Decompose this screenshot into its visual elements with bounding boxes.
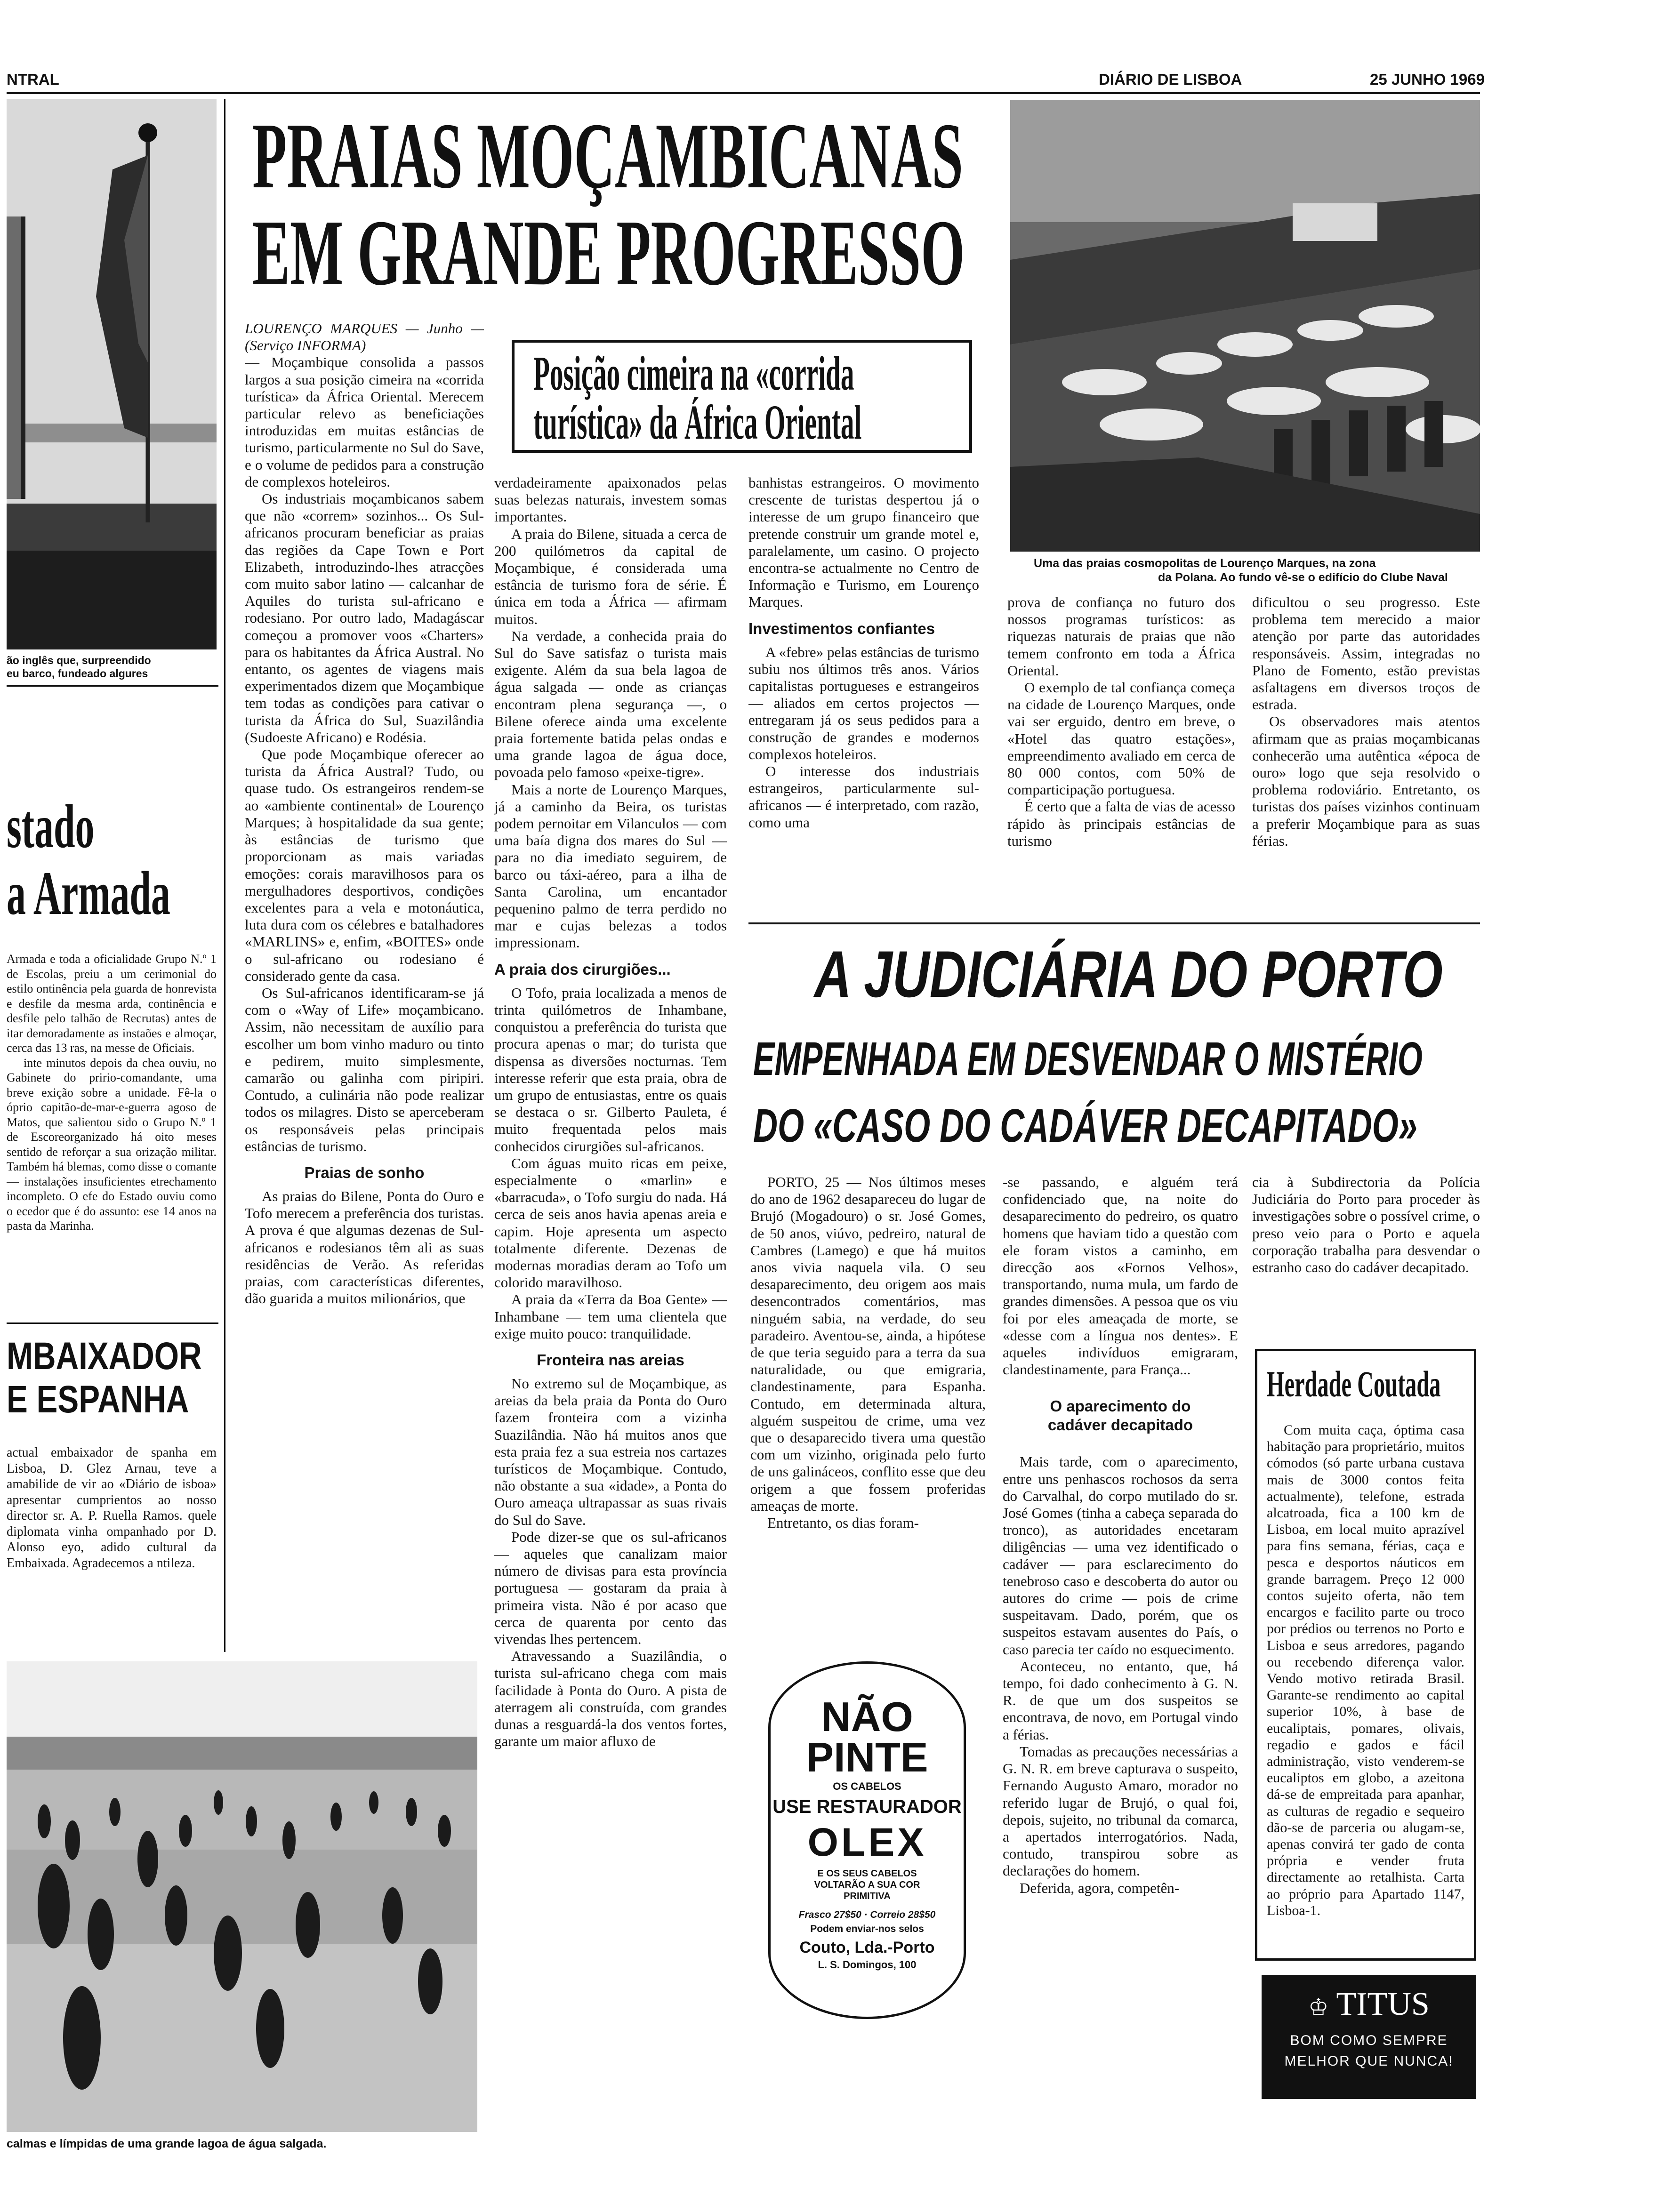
armada-paragraph: Armada e toda a oficialidade Grupo N.º 1 de Escolas, preiu a um cerimonial do estilo ontinência pela guarda de honrevista e desfile da mesma arda, continência e desfile pelo talhão de Recrutas) antes de itar demoradamente as instaões e almoçar, cerca das 13 ras, na messe de Oficiais. (7, 952, 217, 1055)
praias-paragraph: As praias do Bilene, Ponta do Ouro e Tofo merecem a preferência dos turistas. A prova é que algumas dezenas de Sul-africanos e rodesianos têm ali as suas residências de Verão. As referidas praias, com características diferentes, dão guarida a muitos milionários, que (245, 1187, 484, 1307)
armada-article (7, 952, 217, 1308)
praias-paragraph: Os industriais moçambicanos sabem que não «correm» sozinhos... Os Sul-africanos procuram beneficiar as praias das regiões da Cape Town e Port Elizabeth, introduzindo-lhes atracções com muito sabor latino — calcanhar de Aquiles do turista sul-africano e rodesiano. Por outro lado, Madagáscar começou a promover voos «Charters» para os habitantes da África Austral. No entanto, os agentes de viagens mais experimentados dizem que Moçambique tem todas as condições para cativar o turista da África do Sul, Suazilândia (Sudoeste Africano) e Rodésia. (245, 490, 484, 745)
herdade-title: Herdade Coutada (1267, 1363, 1441, 1404)
flag-photo-caption-1: ão inglês que, surpreendido (7, 654, 151, 666)
praias-subheading-sonho: Praias de sonho (304, 1163, 425, 1181)
praias-paragraph: A praia do Bilene, situada a cerca de 200 quilómetros da capital de Moçambique, é considerada uma estância de turismo fora de série. É única em toda a África — afirmam muitos. (494, 525, 727, 627)
praias-paragraph: No extremo sul de Moçambique, as areias da bela praia da Ponta do Ouro fazem fronteira com a vizinha Suazilândia. Não há muitos anos que esta praia fez a sua estreia nos cartazes turísticos de Moçambique. Contudo, não obstante a sua «idade», a Ponta do Ouro ameaça ultrapassar as suas rivais do Sul do Save. (494, 1375, 727, 1528)
judiciaria-paragraph: Mais tarde, com o aparecimento, entre uns penhascos rochosos da serra do Carvalhal, do corpo mutilado do sr. José Gomes (tinha a cabeça separada do tronco), as autoridades encetaram diligências — uma vez identificado o cadáver — para esclarecimento do tenebroso caso e descoberta do autor ou autores do crime — pois de crime suspeitavam. Dado, porém, que os suspeitos estavam ausentes do País, o caso parecia ter caído no esquecimento. (1003, 1453, 1238, 1658)
beach-illustration (7, 1661, 477, 2132)
praias-bottom-rule (748, 922, 1480, 924)
judiciaria-column-1 (750, 1174, 986, 1611)
praias-paragraph: Na verdade, a conhecida praia do Sul do Save satisfaz o turista mais exigente. Além da sua bela lagoa de água salgada — onde as crianças encontram plena segurança —, o Bilene oferece ainda uma excelente praia fortemente batida pelas ondas e uma grande lagoa de água doce, povoada pelo famoso «peixe-tigre». (494, 627, 727, 781)
olex-line-1: NÃO (821, 1693, 913, 1740)
praias-paragraph: Que pode Moçambique oferecer ao turista da África Austral? Tudo, ou quase tudo. Os estrangeiros rendem-se ao «ambiente continental» de Lourenço Marques; à hospitalidade da sua gente; às estâncias de turismo que proporcionam as mais variadas emoções: corais maravilhosos para os mergulhadores desportivos, condições excelentes para a vela e motonáutica, luta dura com os célebres e batalhadores «MARLINS» e, enfim, «BOITES» onde o sul-africano ou rodesiano é considerado gente da casa. (245, 746, 484, 984)
praias-dateline: LOURENÇO MARQUES — Junho — (Serviço INFORMA) (245, 320, 484, 354)
flag-photo-caption-2: eu barco, fundeado algures (7, 667, 148, 680)
judiciaria-paragraph: Deferida, agora, competên- (1020, 1879, 1180, 1896)
issue-date: 25 JUNHO 1969 (1370, 71, 1485, 88)
olex-line-7: Frasco 27$50 · Correio 28$50 (798, 1909, 936, 1920)
praias-paragraph: O Tofo, praia localizada a menos de trinta quilómetros de Inhambane, conquistou a preferência do turista que procura apenas o mar; do turista que dispensa as diversões nocturnas. Tem interesse referir que esta praia, obra de um grupo de entusiastas, entre os quais se destaca o sr. Gilberto Pauleta, é muito frequentada pelos mais conhecidos cirurgiões sul-africanos. (494, 984, 727, 1154)
praias-paragraph: banhistas estrangeiros. O movimento crescente de turistas despertou já o interesse de um grupo financeiro que pretende construir um grande motel e, paralelamente, um casino. O projecto encontra-se actualmente no Centro de Informação e Turismo, em Lourenço Marques. (748, 474, 979, 610)
praias-headline-line1: PRAIAS MOÇAMBICANAS (252, 104, 964, 208)
herdade-text-block (1267, 1422, 1464, 1949)
beach-photo-caption: calmas e límpidas de uma grande lagoa de água salgada. (7, 2137, 327, 2150)
beach-photo (7, 1661, 477, 2132)
praias-paragraph: É certo que a falta de vias de acesso rápido às principais estâncias de turismo (1007, 798, 1235, 849)
praias-paragraph: Atravessando a Suazilândia, o turista sul-africano chega com mais facilidade à Ponta do Ouro. A pista de aterragem ali construída, com grandes dunas a resguardá-la dos ventos fortes, garante um maior afluxo de (494, 1648, 727, 1750)
armada-headline-2: a Armada (7, 858, 170, 928)
olex-advertisement (768, 1661, 966, 2019)
praias-paragraph: dificultou o seu progresso. Este problema tem merecido a maior atenção por parte das autoridades responsáveis. Assim, integradas no Plano de Fomento, estão previstas asfaltagens em diversos troços de estrada. (1252, 594, 1480, 713)
armada-paragraph: inte minutos depois da chea ouviu, no Gabinete do pririo-comandante, uma breve exição sobre a unidade. Fê-la o óprio capitão-de-mar-e-guerra agoso de Matos, que salientou sido o Grupo N.º 1 de Escoreorganizado há oito meses sentido de reforçar a sua orização militar. Também há blemas, como disse o comante — instalações insuficientes etrechamento incompleto. O efe do Estado ouviu como o ecedor que é do assunto: ese 14 anos na pasta da Marinha. (7, 1056, 217, 1233)
olex-line-2: PINTE (806, 1734, 928, 1780)
judiciaria-paragraph: PORTO, 25 — Nos últimos meses do ano de 1962 desapareceu do lugar de Brujó (Mogadouro) o sr. José Gomes, de 50 anos, viúvo, pedreiro, natural de Cambres (Lamego) e que há muitos anos vivia naquela vila. O seu desaparecimento, deu origem aos mais desencontrados comentários, mas ninguém sabia, na verdade, do seu paradeiro. Aventou-se, ainda, a hipótese de que teria seguido para a terra da sua naturalidade, ou que emigraria, clandestinamente, para Espanha. Contudo, em determinada altura, alguém suspeitou de crime, uma vez que o desaparecido tivera uma questão com um vizinho, originada pelo furto de uns galináceos, conflito esse que deu origem a que fossem proferidas ameaças de morte. (750, 1174, 986, 1514)
praias-subhead-line2: turística» da África Oriental (533, 395, 862, 449)
polana-photo-caption-2: da Polana. Ao fundo vê-se o edifício do Clube Naval (1158, 571, 1448, 584)
armada-headline-1: stado (7, 792, 95, 861)
left-rule-1 (7, 685, 218, 687)
embaixador-article (7, 1445, 217, 1624)
embaixador-headline-1: MBAIXADOR (7, 1335, 202, 1378)
praias-paragraph: A praia da «Terra da Boa Gente» — Inhambane — tem uma clientela que exige muito pouco: tranquilidade. (494, 1291, 727, 1342)
judiciaria-headline: A JUDICIÁRIA DO PORTO (814, 937, 1443, 1011)
judiciaria-paragraph: Aconteceu, no entanto, que, há tempo, foi dado conhecimento à G. N. R. de que um dos suspeitos se encontrava, de novo, em Portugal vindo a férias. (1003, 1658, 1238, 1743)
judiciaria-paragraph: -se passando, e alguém terá confidenciado que, na noite do desaparecimento do pedreiro, os quatro homens que haviam tido a questão com ele foram vistos a caminho, em direcção aos «Fornos Velhos», transportando, numa mula, um fardo de grandes dimensões. A pessoa que os viu foi por eles ameaçada de morte, se «desse com a língua nos dentes». E aqueles indivíduos emigraram, clandestinamente, para França... (1003, 1174, 1238, 1378)
flag-photo (7, 99, 217, 649)
praias-paragraph: Os observadores mais atentos afirmam que as praias moçambicanas conhecerão uma autêntica «época de ouro» logo que seja resolvido o problema rodoviário. Entretanto, os turistas dos países vizinhos continuam a preferir Moçambique para as suas férias. (1252, 713, 1480, 849)
praias-paragraph: O exemplo de tal confiança começa na cidade de Lourenço Marques, onde vai ser erguido, dentro em breve, o «Hotel das quatro estações», empreendimento avaliado em cerca de 80 000 contos, com 50% de comparticipação portuguesa. (1007, 679, 1235, 798)
flag-illustration (7, 99, 217, 649)
judiciaria-subheading: O aparecimento do cadáver decapitado (1047, 1397, 1193, 1434)
praias-column-1 (245, 320, 484, 1638)
judiciaria-paragraph: cia à Subdirectoria da Polícia Judiciária do Porto para proceder às investigações sobre o possível crime, o preso veio para o Porto e aquela corporação trabalha para desvendar o estranho caso do cadáver decapitado. (1252, 1174, 1480, 1276)
praias-subheading-investimentos: Investimentos confiantes (748, 619, 935, 637)
left-rule-2 (7, 1322, 218, 1324)
left-column-divider (224, 99, 225, 1652)
praias-subhead-box (512, 340, 972, 453)
judiciaria-paragraph: Entretanto, os dias foram- (767, 1515, 919, 1531)
olex-line-10: L. S. Domingos, 100 (818, 1959, 917, 1971)
olex-line-8: Podem enviar-nos selos (810, 1923, 924, 1934)
newspaper-name: DIÁRIO DE LISBOA (1099, 71, 1242, 88)
olex-line-3: OS CABELOS (833, 1780, 901, 1792)
section-label: NTRAL (7, 71, 59, 88)
praias-paragraph: Pode dizer-se que os sul-africanos — aqueles que canalizam maior número de divisas para esta província portuguesa — gostaram da praia à primeira vista. Não é por acaso que cerca de quarenta por cento das vivendas lhes pertencem. (494, 1528, 727, 1647)
praias-column-2 (494, 474, 727, 2197)
judiciaria-column-3 (1252, 1174, 1480, 1329)
praias-subhead-line1: Posição cimeira na «corrida (533, 346, 854, 401)
judiciaria-subhead-1: EMPENHADA EM DESVENDAR O MISTÉRIO (753, 1033, 1423, 1085)
praias-paragraph: Com águas muito ricas em peixe, especialmente o «marlin» e «barracuda», o Tofo surgiu do nada. Há cerca de seis anos havia apenas areia e capim. Hoje apresenta um aspecto totalmente diferente. Dezenas de modernas moradias deram ao Tofo um colorido maravilhoso. (494, 1154, 727, 1291)
praias-paragraph: Os Sul-africanos identificaram-se já com o «Way of Life» moçambicano. Assim, não necessitam de auxílio para escolher um bom vinho maduro ou tinto e pedirem, muito simplesmente, camarão ou galinha com piripiri. Contudo, a culinária não pode realizar todos os milagres. Disto se aperceberam os responsáveis pelas principais estâncias de turismo. (245, 984, 484, 1154)
praias-paragraph: verdadeiramente apaixonados pelas suas belezas naturais, investem somas importantes. (494, 474, 727, 525)
polana-beach-illustration (1010, 100, 1480, 552)
titus-advertisement (1262, 1975, 1476, 2099)
olex-line-9: Couto, Lda.-Porto (799, 1939, 935, 1956)
olex-line-4: USE RESTAURADOR (772, 1796, 962, 1817)
embaixador-headline-2: E ESPANHA (7, 1378, 189, 1421)
herdade-text: Com muita caça, óptima casa habitação para proprietário, muitos cómodos (só parte urbana custava mais de 3000 contos feita actualmente), telefone, estrada alcatroada, fica a 100 km de Lisboa, em local muito aprazível para fins semana, férias, caça e pesca e desportos náuticos em grande barragem. Preço 12 000 contos sujeito oferta, não tem encargos e facilito parte ou troco por prédios ou terrenos no Porto e Lisboa e seus arredores, pagando ou recebendo diferença valor. Vendo motivo retirada Brasil. Garante-se rendimento ao capital superior 10%, à base de eucaliptais, pomares, olivais, regadio e gados e fácil administração, visto venderem-se eucaliptos em globo, a azeitona dá-se de empreitada para apanhar, as culturas de regadio e sequeiro dão-se de parceria ou alugam-se, apenas convirá ter gado de conta própria e vender fruta directamente ao retalhista. Carta ao próprio para Apartado 1147, Lisboa-1. (1267, 1422, 1464, 1918)
praias-paragraph: — Moçambique consolida a passos largos a sua posição cimeira na «corrida turística» da África Oriental. Merecem particular relevo as beneficiações introduzidas em muitas estâncias de turismo, particularmente no Sul do Save, e o volume de pedidos para a construção de complexos hoteleiros. (245, 354, 484, 490)
praias-subheading-cirurgioes: A praia dos cirurgiões... (494, 960, 671, 978)
titus-logo (1262, 1988, 1476, 2024)
polana-photo-caption-1: Uma das praias cosmopolitas de Lourenço Marques, na zona (1034, 557, 1376, 570)
praias-paragraph: O interesse dos industriais estrangeiros, particularmente sul-africanos — é interpretado, com razão, como uma (748, 763, 979, 831)
praias-headline-line2: EM GRANDE PROGRESSO (252, 201, 965, 305)
praias-paragraph: A «febre» pelas estâncias de turismo subiu nos últimos três anos. Vários capitalistas portugueses e estrangeiros — aliados em certos projectos — entregaram já os seus pedidos para a construção de grandes e modernos complexos hoteleiros. (748, 643, 979, 762)
praias-column-4 (1007, 594, 1235, 923)
herdade-classified-box (1255, 1349, 1476, 1961)
header-rule (7, 92, 1480, 94)
titus-brand: TITUS (1336, 1986, 1430, 2022)
praias-subheading-fronteira: Fronteira nas areias (537, 1351, 684, 1369)
praias-paragraph: Mais a norte de Lourenço Marques, já a caminho da Beira, os turistas podem pernoitar em Vilanculos — com uma baía digna dos mares do Sul — para no dia imediato seguirem, de barco ou táxi-aéreo, para a ilha de Santa Carolina, um encantador pequenino palmo de terra perdido no mar e cujas belezas a todos impressionam. (494, 781, 727, 951)
titus-line-1: BOM COMO SEMPRE (1290, 2033, 1448, 2048)
titus-crown-icon: ♔ (1308, 1995, 1329, 2020)
titus-line-2: MELHOR QUE NUNCA! (1284, 2053, 1454, 2069)
embaixador-text: actual embaixador de spanha em Lisboa, D. Glez Arnau, teve a amabilide de vir ao «Diário de isboa» apresentar cumprientos ao nosso director sr. A. P. Ruella Ramos. quele diplomata vinha ompanhado por D. Alonso eyo, adido cultural da Embaixada. Agradecemos a ntileza. (7, 1445, 217, 1571)
judiciaria-paragraph: Tomadas as precauções necessárias a G. N. R. em breve capturava o suspeito, Fernando Augusto Amaro, morador no referido lugar de Brujó, o qual foi, depois, sujeito, no tribunal da comarca, a apertados interrogatórios. Nada, contudo, transpirou sobre as declarações do homem. (1003, 1743, 1238, 1879)
praias-paragraph: prova de confiança no futuro dos nossos programas turísticos: as riquezas naturais de praias que não temem confronto em toda a África Oriental. (1007, 594, 1235, 679)
polana-beach-photo (1010, 100, 1480, 552)
olex-line-6: E OS SEUS CABELOS VOLTARÃO A SUA COR PRIMITIVA (814, 1868, 920, 1901)
praias-column-5 (1252, 594, 1480, 923)
olex-line-5: OLEX (807, 1820, 927, 1864)
judiciaria-subhead-2: DO «CASO DO CADÁVER DECAPITADO» (753, 1099, 1417, 1152)
judiciaria-column-2 (1003, 1174, 1238, 2200)
